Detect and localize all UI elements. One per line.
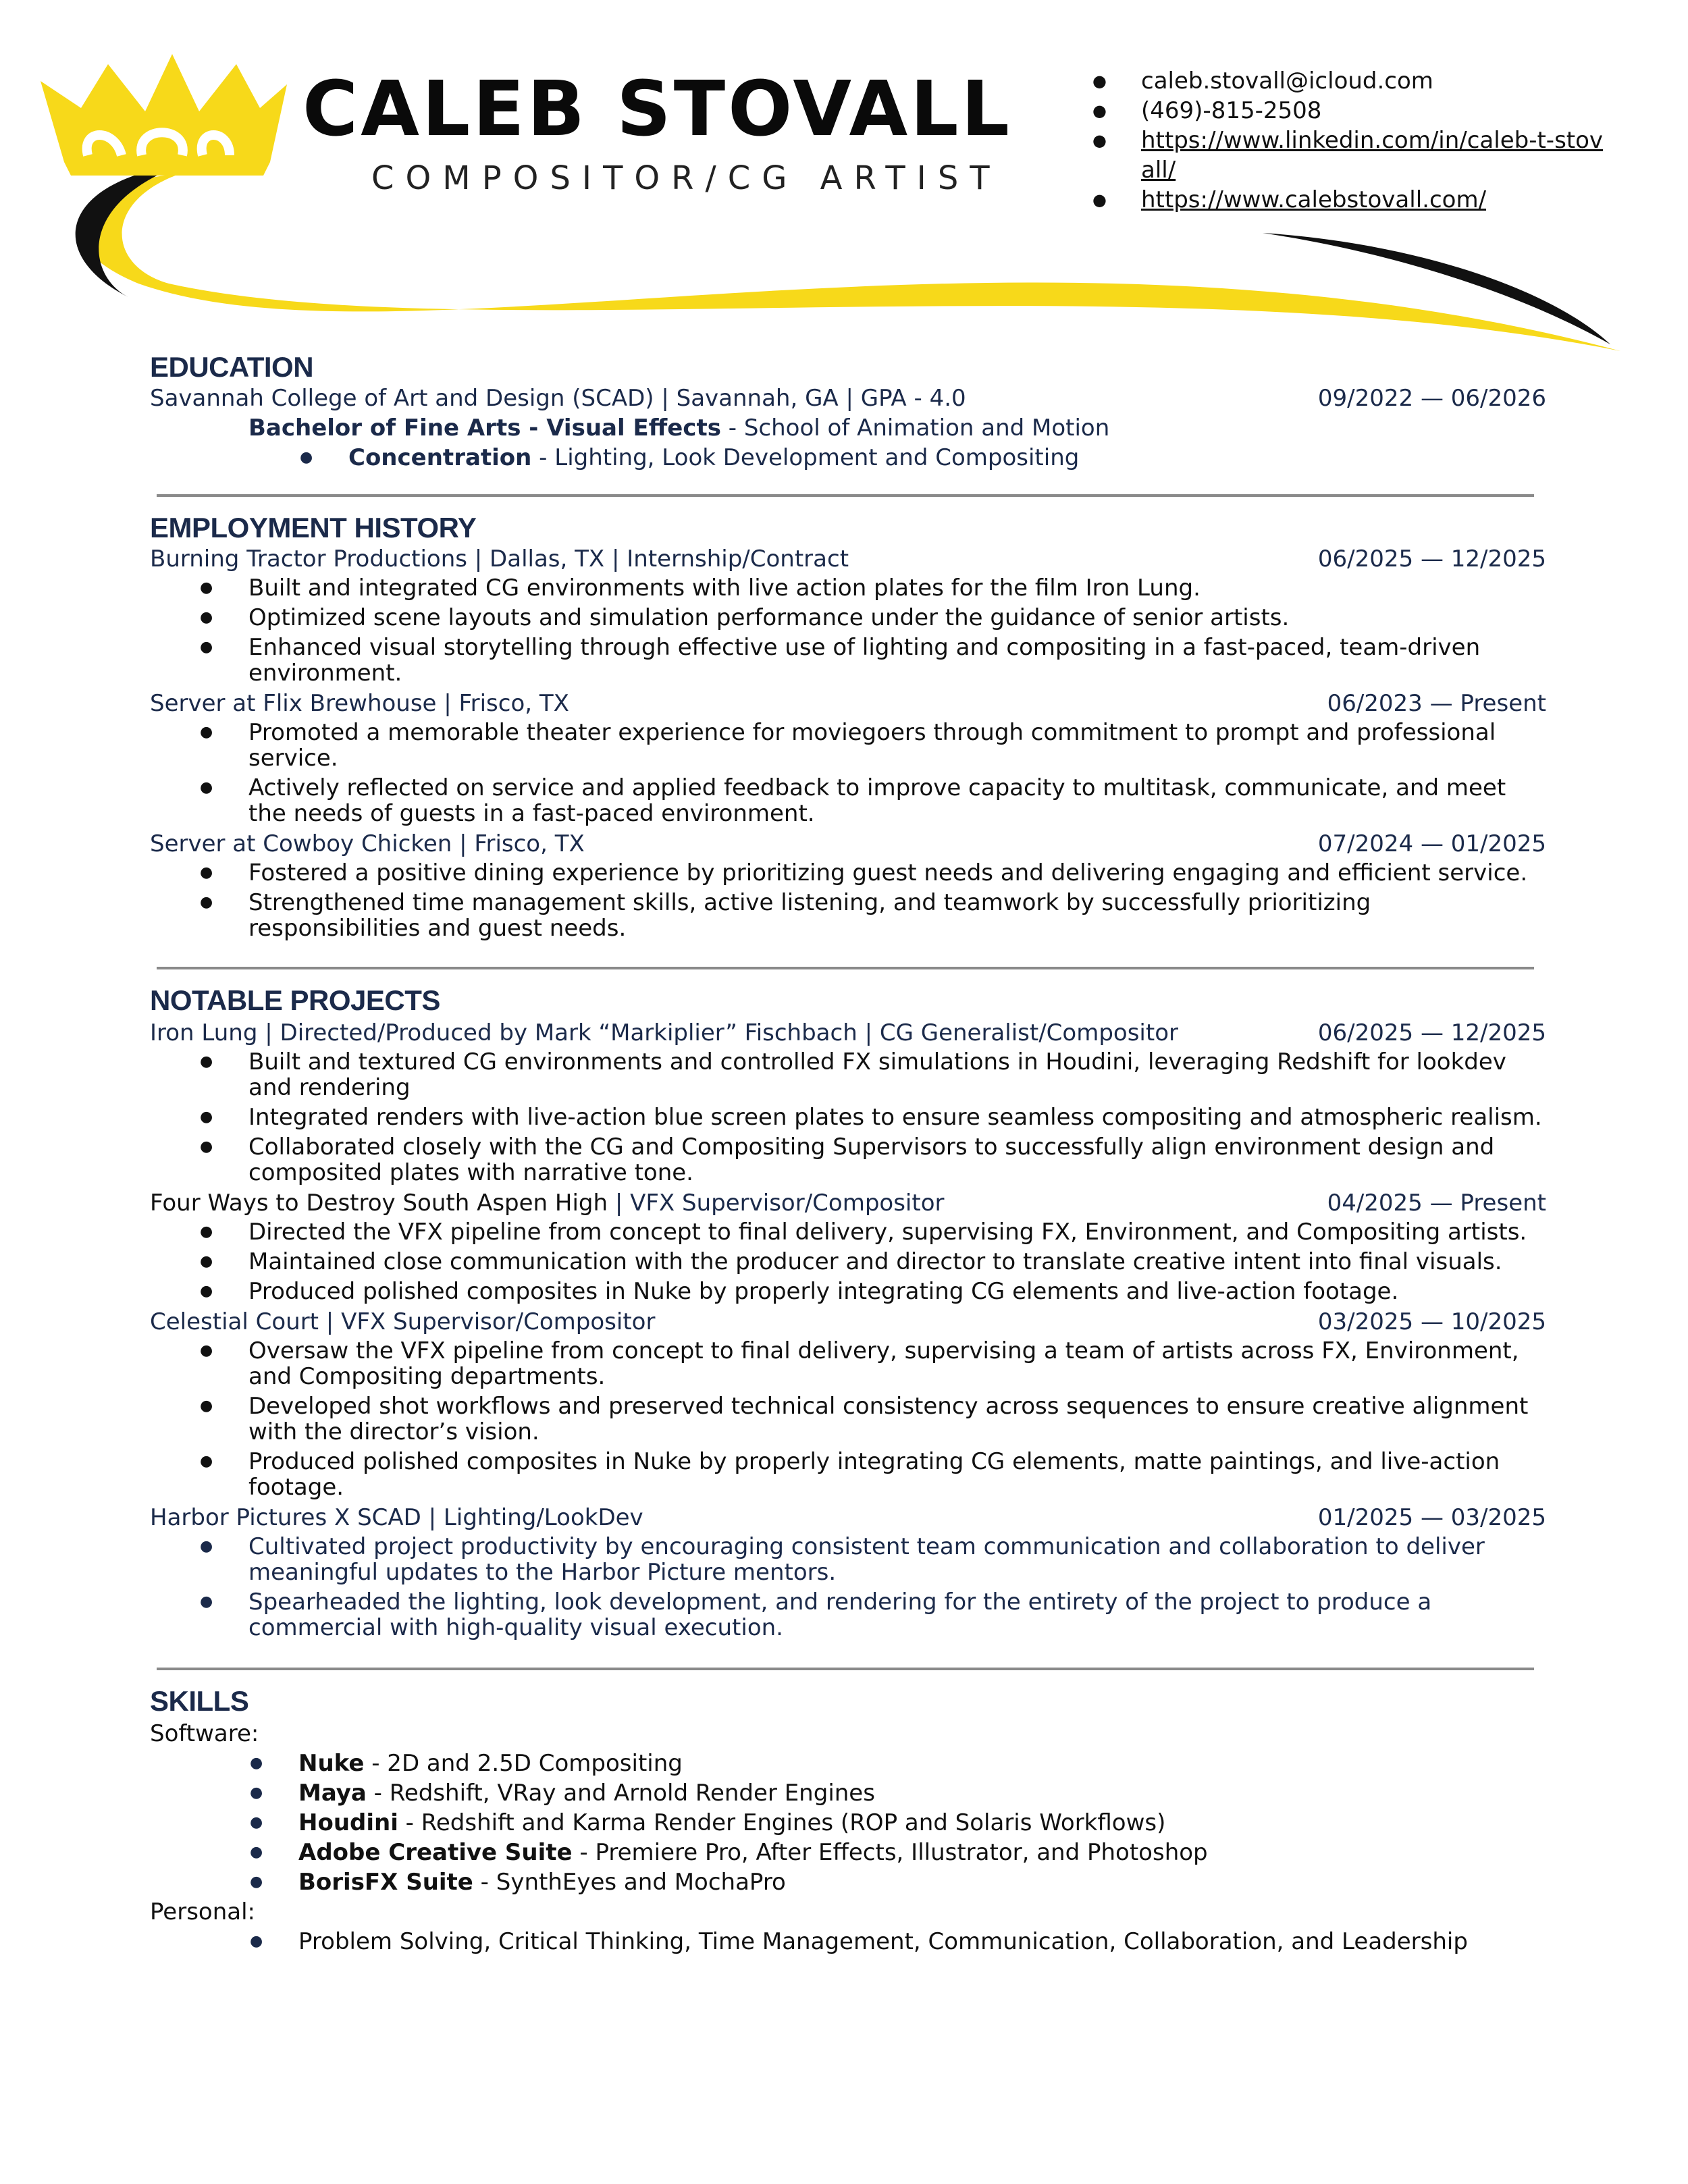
concentration-label: Concentration <box>348 444 532 471</box>
contact-linkedin-link[interactable]: ● https://www.linkedin.com/in/caleb-t-stovall/ <box>1092 126 1606 185</box>
contact-email[interactable]: ● caleb.stovall@icloud.com <box>1092 66 1606 96</box>
job-title: Server at Cowboy Chicken | Frisco, TX <box>150 830 585 857</box>
project-bullet: ● Directed the VFX pipeline from concept to final delivery, supervising FX, Environment, and Compositing artists. <box>248 1219 1545 1245</box>
contact-list <box>1092 66 1606 215</box>
software-desc: - 2D and 2.5D Compositing <box>364 1750 683 1777</box>
software-desc: - Redshift and Karma Render Engines (ROP and Solaris Workflows) <box>398 1809 1166 1836</box>
project-title-row <box>150 1019 1546 1046</box>
software-desc: - Redshift, VRay and Arnold Render Engines <box>366 1780 875 1807</box>
education-degree-rest: - School of Animation and Motion <box>720 415 1110 442</box>
software-name: Nuke <box>298 1750 365 1777</box>
software-name: Houdini <box>298 1809 398 1836</box>
education-concentration-row <box>300 444 1546 471</box>
job-title: Burning Tractor Productions | Dallas, TX | Internship/Contract <box>150 545 849 572</box>
project-bullet: ● Oversaw the VFX pipeline from concept to final delivery, supervising a team of artists across FX, Environment, and Compositing departments. <box>248 1338 1545 1389</box>
job-title: Server at Flix Brewhouse | Frisco, TX <box>150 690 569 717</box>
project-bullet: ● Spearheaded the lighting, look development, and rendering for the entirety of the project to produce a commercial with high-quality visual execution. <box>248 1589 1545 1641</box>
job-bullet: ● Fostered a positive dining experience by prioritizing guest needs and delivering engaging and efficient service. <box>248 860 1545 886</box>
project-title: Iron Lung | Directed/Produced by Mark “Markiplier” Fischbach | CG Generalist/Compositor <box>150 1019 1178 1046</box>
project-bullet: ● Produced polished composites in Nuke by properly integrating CG elements and live-action footage. <box>248 1279 1545 1304</box>
education-school-row <box>150 385 1546 412</box>
project-title: Harbor Pictures X SCAD | Lighting/LookDev <box>150 1504 643 1531</box>
project-bullet: ● Cultivated project productivity by encouraging consistent team communication and collaboration to deliver meaningful updates to the Harbor Picture mentors. <box>248 1534 1545 1585</box>
contact-phone[interactable]: ● (469)-815-2508 <box>1092 96 1606 126</box>
software-name: Maya <box>298 1780 367 1807</box>
software-item <box>298 1809 1165 1836</box>
job-bullet: ● Strengthened time management skills, active listening, and teamwork by successfully prioritizing responsibilities and guest needs. <box>248 890 1545 941</box>
software-label: Software: <box>150 1720 259 1747</box>
job-title-row <box>150 690 1546 717</box>
project-bullet: ● Integrated renders with live-action blue screen plates to ensure seamless compositing and atmospheric realism. <box>248 1104 1545 1130</box>
software-item <box>298 1869 786 1896</box>
skills-heading: SKILLS <box>150 1685 249 1717</box>
section-divider <box>157 967 1534 969</box>
project-title: Celestial Court | VFX Supervisor/Compositor <box>150 1308 656 1335</box>
candidate-name: CALEB STOVALL <box>302 65 1012 153</box>
project-date: 06/2025 — 12/2025 <box>1317 1019 1546 1046</box>
project-title: Four Ways to Destroy South Aspen High <box>150 1190 608 1217</box>
project-bullet: ● Maintained close communication with the producer and director to translate creative intent into final visuals. <box>248 1249 1545 1275</box>
project-title-row <box>150 1308 1546 1335</box>
job-bullet: ● Actively reflected on service and applied feedback to improve capacity to multitask, communicate, and meet the needs of guests in a fast-paced environment. <box>248 775 1545 826</box>
job-bullet: ● Promoted a memorable theater experience for moviegoers through commitment to prompt and professional service. <box>248 720 1545 771</box>
software-desc: - Premiere Pro, After Effects, Illustrator, and Photoshop <box>572 1839 1208 1866</box>
project-date: 01/2025 — 03/2025 <box>1317 1504 1546 1531</box>
crown-logo-icon <box>27 47 297 182</box>
project-title-row <box>150 1504 1546 1531</box>
job-bullet: ● Built and integrated CG environments with live action plates for the film Iron Lung. <box>248 575 1545 601</box>
project-bullet: ● Developed shot workflows and preserved technical consistency across sequences to ensure creative alignment with the director’s vision. <box>248 1393 1545 1445</box>
job-bullet: ● Enhanced visual storytelling through effective use of lighting and compositing in a fast-paced, team-driven environment. <box>248 635 1545 686</box>
education-degree-row <box>248 415 1546 442</box>
project-date: 03/2025 — 10/2025 <box>1317 1308 1546 1335</box>
education-school: Savannah College of Art and Design (SCAD) | Savannah, GA | GPA - 4.0 <box>150 385 966 412</box>
section-divider <box>157 1668 1534 1670</box>
project-bullet: ● Collaborated closely with the CG and Compositing Supervisors to successfully align environment design and composited plates with narrative tone. <box>248 1134 1545 1186</box>
job-date: 06/2025 — 12/2025 <box>1317 545 1546 572</box>
software-name: Adobe Creative Suite <box>298 1839 573 1866</box>
software-desc: - SynthEyes and MochaPro <box>473 1869 786 1896</box>
project-bullet: ● Produced polished composites in Nuke by properly integrating CG elements, matte paintings, and live-action footage. <box>248 1449 1545 1500</box>
concentration-rest: - Lighting, Look Development and Compositing <box>531 444 1080 471</box>
project-title-role: | VFX Supervisor/Compositor <box>608 1190 945 1217</box>
job-title-row <box>150 545 1546 572</box>
job-title-row <box>150 830 1546 857</box>
software-item <box>298 1839 1208 1866</box>
personal-skill: ● Problem Solving, Critical Thinking, Time Management, Communication, Collaboration, and Leadership <box>298 1928 1468 1955</box>
job-bullet: ● Optimized scene layouts and simulation performance under the guidance of senior artists. <box>248 605 1545 631</box>
project-date: 04/2025 — Present <box>1327 1190 1546 1217</box>
candidate-role: COMPOSITOR/CG ARTIST <box>371 159 1001 197</box>
section-divider <box>157 494 1534 497</box>
software-name: BorisFX Suite <box>298 1869 473 1896</box>
project-title-row <box>150 1190 1546 1217</box>
project-bullet: ● Built and textured CG environments and controlled FX simulations in Houdini, leveraging Redshift for lookdev and rendering <box>248 1049 1545 1100</box>
education-date: 09/2022 — 06/2026 <box>1317 385 1546 412</box>
contact-website-link[interactable]: ● https://www.calebstovall.com/ <box>1092 185 1606 215</box>
education-degree: Bachelor of Fine Arts - Visual Effects <box>248 415 721 442</box>
software-item <box>298 1780 875 1807</box>
bullet-icon: ● <box>300 449 313 466</box>
education-heading: EDUCATION <box>150 351 314 383</box>
software-item <box>298 1750 683 1777</box>
employment-heading: EMPLOYMENT HISTORY <box>150 512 477 543</box>
projects-heading: NOTABLE PROJECTS <box>150 984 440 1016</box>
job-date: 07/2024 — 01/2025 <box>1317 830 1546 857</box>
personal-label: Personal: <box>150 1898 255 1925</box>
job-date: 06/2023 — Present <box>1327 690 1546 717</box>
